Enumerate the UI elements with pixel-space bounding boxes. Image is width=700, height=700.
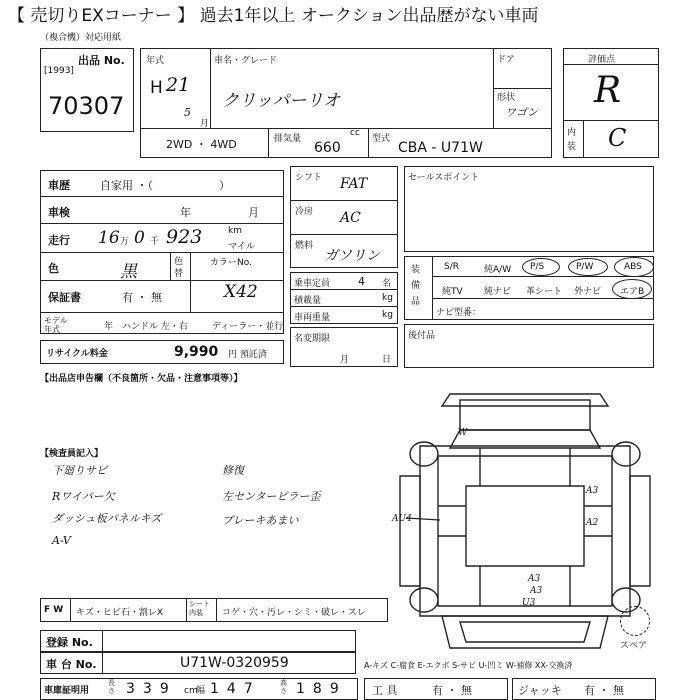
- banner-title: 【 売切りEXコーナー 】 過去1年以上 オークション出品歴がない車両: [8, 6, 539, 26]
- fw-label: F W: [44, 605, 64, 615]
- name-change-day: 日: [382, 355, 392, 365]
- inspector-note-5: 修復: [222, 464, 244, 477]
- model-name-label: 車名・グレード: [214, 56, 278, 66]
- mileage-v1: 16: [98, 228, 120, 248]
- recycle-label: リサイクル料金: [46, 349, 108, 359]
- load-label: 積載量: [294, 296, 322, 306]
- displacement-unit: cc: [350, 128, 360, 138]
- spare-label: スペア: [620, 641, 648, 651]
- mark-au4: AU4: [392, 514, 412, 524]
- mileage-v3: 923: [166, 226, 203, 248]
- load-unit: kg: [382, 293, 393, 303]
- drive-type: 2WD ・ 4WD: [166, 138, 237, 151]
- fuel-label: 燃料: [295, 241, 314, 251]
- model-code-label: 型式: [372, 134, 391, 144]
- ac-label: 冷房: [295, 207, 314, 217]
- year-era: H: [150, 78, 163, 98]
- color-no-label: カラーNo.: [210, 258, 252, 268]
- sheet-value: コゲ・穴・汚レ・シミ・破レ・スレ: [222, 608, 367, 618]
- mileage-v2: 0: [134, 228, 145, 248]
- equip-navi: 純ナビ: [484, 287, 512, 297]
- inspector-note-2: Rワイパー欠: [52, 490, 115, 503]
- warranty-value: 有 ・ 無: [122, 291, 162, 304]
- inspector-label: 【検査員記入】: [40, 449, 104, 459]
- equip-leather: 革シート: [526, 287, 563, 297]
- equip-ps: P/S: [530, 262, 545, 272]
- door-label: ドア: [497, 55, 515, 65]
- weight-label: 車両重量: [294, 313, 331, 323]
- model-code-value: CBA - U71W: [398, 140, 483, 156]
- cert-length-label: 長さ: [108, 679, 115, 695]
- interior-score-value: C: [608, 124, 627, 152]
- equip-ps-circle: [522, 258, 560, 276]
- mileage-u1: 万: [120, 237, 130, 247]
- score-value: R: [594, 70, 622, 111]
- color-value: 黒: [120, 262, 137, 282]
- inspection-month-unit: 月: [248, 206, 259, 219]
- inspector-note-1: 下廻りサビ: [52, 464, 107, 477]
- equip-sr: S/R: [444, 262, 459, 272]
- cert-length-unit: cm: [184, 686, 198, 696]
- equip-alloy: 純A/W: [484, 265, 512, 275]
- weight-unit: kg: [382, 310, 393, 320]
- displacement-label: 排気量: [274, 134, 302, 144]
- sales-point-label: セールスポイント: [408, 173, 480, 183]
- form-subnote: （複合機）対応用紙: [40, 33, 122, 43]
- chassis-label: 車 台 No.: [46, 658, 97, 671]
- aftermarket-box: [404, 324, 654, 368]
- fuel-value: ガソリン: [324, 248, 380, 264]
- ac-value: AC: [340, 210, 361, 226]
- jack-label: ジャッキ: [518, 684, 562, 697]
- recycle-value: 9,990: [174, 344, 219, 360]
- equip-abs: ABS: [624, 262, 642, 272]
- sheet-label: シート内装: [189, 600, 210, 617]
- name-change-month: 月: [340, 355, 350, 365]
- cert-height-value: 189: [296, 681, 347, 697]
- fw-value: キズ・ヒビ石・割レX: [76, 608, 163, 618]
- equip-abs-circle: [614, 257, 654, 277]
- equip-pw: P/W: [576, 262, 594, 272]
- capacity-value: 4: [358, 275, 365, 288]
- mileage-km-unit: km: [228, 226, 242, 236]
- mark-u3: U3: [522, 598, 536, 608]
- capacity-unit: 名: [382, 279, 392, 289]
- tools-label: 工 具: [372, 684, 398, 697]
- year-value: 21: [166, 74, 191, 96]
- chassis-value: U71W-0320959: [180, 655, 289, 671]
- mark-w: W: [458, 428, 468, 438]
- equip-airbag: エアB: [620, 287, 645, 297]
- jack-value: 有 ・ 無: [584, 684, 624, 697]
- inspector-note-7: ブレーキあまい: [222, 514, 299, 527]
- registration-label: 登録 No.: [46, 636, 93, 649]
- model-name-value: クリッパーリオ: [222, 91, 341, 111]
- inspection-label: 車検: [48, 206, 70, 219]
- seller-note-label: 【出品店申告欄（不良箇所・欠品・注意事項等）】: [40, 374, 243, 384]
- equip-airbag-circle: [612, 279, 652, 299]
- lot-number: 70307: [48, 92, 125, 120]
- shift-label: シフト: [295, 173, 323, 183]
- mark-a3-rear: A3: [528, 574, 541, 584]
- model-year-unit: 年: [104, 322, 114, 332]
- equip-pw-circle: [568, 258, 608, 276]
- recycle-unit: 円 預託済: [228, 350, 267, 360]
- history-value: 自家用 ・（ ）: [100, 179, 230, 192]
- color-change-label: 色替: [174, 257, 184, 279]
- spare-tire-icon: [620, 606, 650, 636]
- cert-width-label: 幅: [196, 686, 206, 696]
- lot-stamp: [1993]: [44, 66, 74, 76]
- color-no-value: X42: [224, 282, 258, 302]
- equip-tv: 純TV: [442, 287, 463, 297]
- cert-height-label: 高さ: [280, 679, 287, 695]
- inspector-note-6: 左センターピラー歪: [222, 490, 321, 503]
- color-label: 色: [48, 262, 59, 275]
- tools-value: 有 ・ 無: [432, 684, 472, 697]
- model-year-label: モデル年式: [44, 316, 68, 334]
- aftermarket-label: 後付品: [408, 331, 436, 341]
- capacity-label: 乗車定員: [294, 279, 331, 289]
- displacement-value: 660: [314, 140, 341, 156]
- inspector-note-3: ダッシュ板パネルキズ: [52, 512, 162, 525]
- cert-length-value: 339: [126, 681, 177, 697]
- year-label: 年式: [146, 56, 165, 66]
- mark-a3-right: A3: [586, 486, 599, 496]
- lot-label: 出品 No.: [78, 54, 125, 67]
- mileage-label: 走行: [48, 234, 70, 247]
- shift-value: FAT: [340, 176, 368, 192]
- mark-a2-right: A2: [586, 518, 599, 528]
- score-label: 評価点: [588, 55, 616, 65]
- body-type-label: 形状: [497, 93, 516, 103]
- name-change-label: 名変期限: [294, 334, 331, 344]
- year-month: 5: [184, 106, 191, 119]
- mark-a3-rear2: A3: [530, 586, 543, 596]
- inspection-year-unit: 年: [180, 206, 191, 219]
- equip-navi-model: ナビ型番：: [436, 308, 482, 318]
- dealer-type: ディーラー・並行: [212, 322, 284, 332]
- body-type-value: ワゴン: [505, 106, 538, 119]
- handle-side: ハンドル 左・右: [122, 322, 188, 332]
- cert-width-value: 147: [210, 681, 261, 697]
- equipment-label: 装備品: [411, 265, 421, 307]
- equip-ext-navi: 外ナビ: [574, 287, 602, 297]
- mileage-u2: 千: [150, 237, 160, 247]
- mileage-mile-unit: マイル: [228, 242, 255, 252]
- inspector-note-4: A-V: [52, 534, 71, 547]
- history-label: 車歴: [48, 179, 70, 192]
- interior-score-label: 内装: [567, 128, 577, 152]
- warranty-label: 保証書: [48, 291, 81, 304]
- cert-label: 車庫証明用: [44, 686, 90, 696]
- damage-legend: A-キズ C-腐食 E-エクボ S-サビ U-凹ミ W-補修 XX-交換済: [364, 661, 573, 670]
- year-month-unit: 月: [200, 119, 210, 129]
